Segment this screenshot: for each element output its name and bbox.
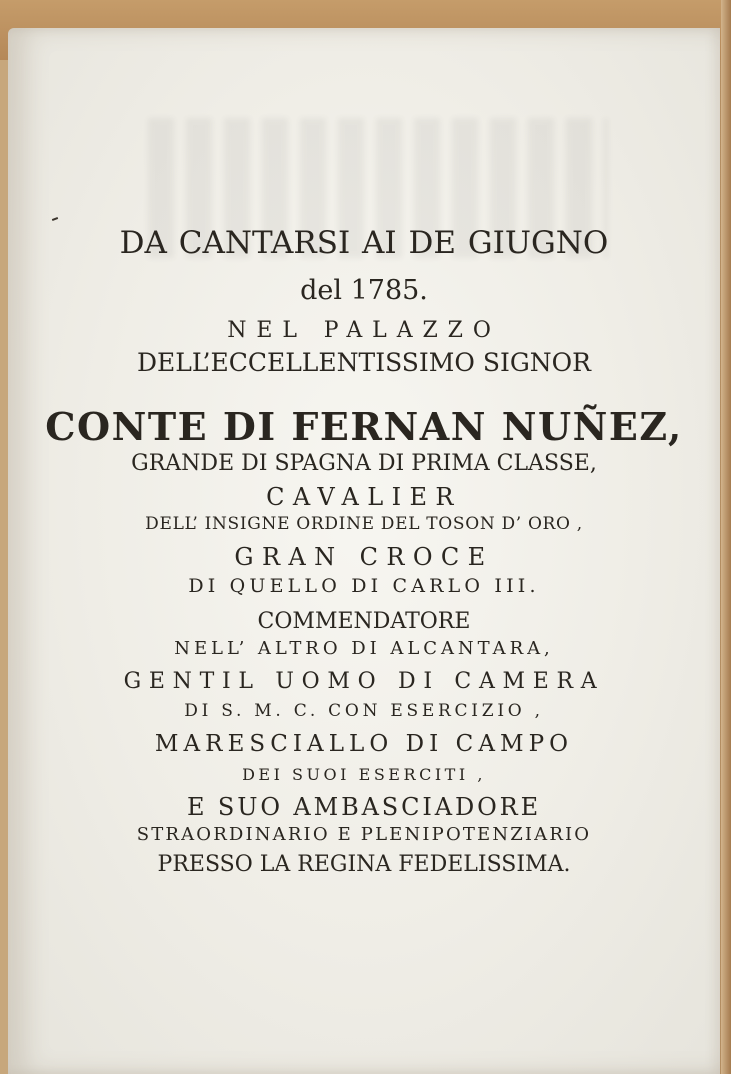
line-year: del 1785. (300, 275, 428, 306)
line-ambassador: E SUO AMBASCIADORE (187, 793, 541, 821)
line-alcantara: NELL’ ALTRO DI ALCANTARA, (174, 638, 554, 659)
line-gentleman-chamber: GENTIL UOMO DI CAMERA (123, 669, 605, 694)
line-count-name: CONTE DI FERNAN NUÑEZ, (45, 404, 683, 449)
line-palace: NEL PALAZZO (227, 318, 501, 343)
line-grand-cross: GRAN CROCE (234, 543, 494, 571)
book-spine-edge (721, 0, 731, 1074)
line-queen: PRESSO LA REGINA FEDELISSIMA. (157, 852, 571, 877)
line-his-armies: DEI SUOI ESERCITI , (242, 765, 486, 784)
line-performance-date: DA CANTARSI AI DE GIUGNO (119, 225, 609, 261)
line-field-marshal: MARESCIALLO DI CAMPO (154, 731, 574, 757)
line-cavalier: CAVALIER (266, 483, 462, 511)
line-commendatore: COMMENDATORE (257, 609, 471, 634)
line-carlo-iii: DI QUELLO DI CARLO III. (188, 575, 540, 597)
title-page-text (8, 28, 720, 1074)
line-smc-exercise: DI S. M. C. CON ESERCIZIO , (184, 701, 544, 721)
line-golden-fleece: DELL’ INSIGNE ORDINE DEL TOSON D’ ORO , (145, 514, 583, 534)
book-page (8, 28, 720, 1074)
line-plenipotentiary: STRAORDINARIO E PLENIPOTENZIARIO (136, 824, 592, 845)
line-grandee: GRANDE DI SPAGNA DI PRIMA CLASSE, (131, 451, 597, 476)
line-most-excellent-lord: DELL’ECCELLENTISSIMO SIGNOR (137, 348, 591, 377)
